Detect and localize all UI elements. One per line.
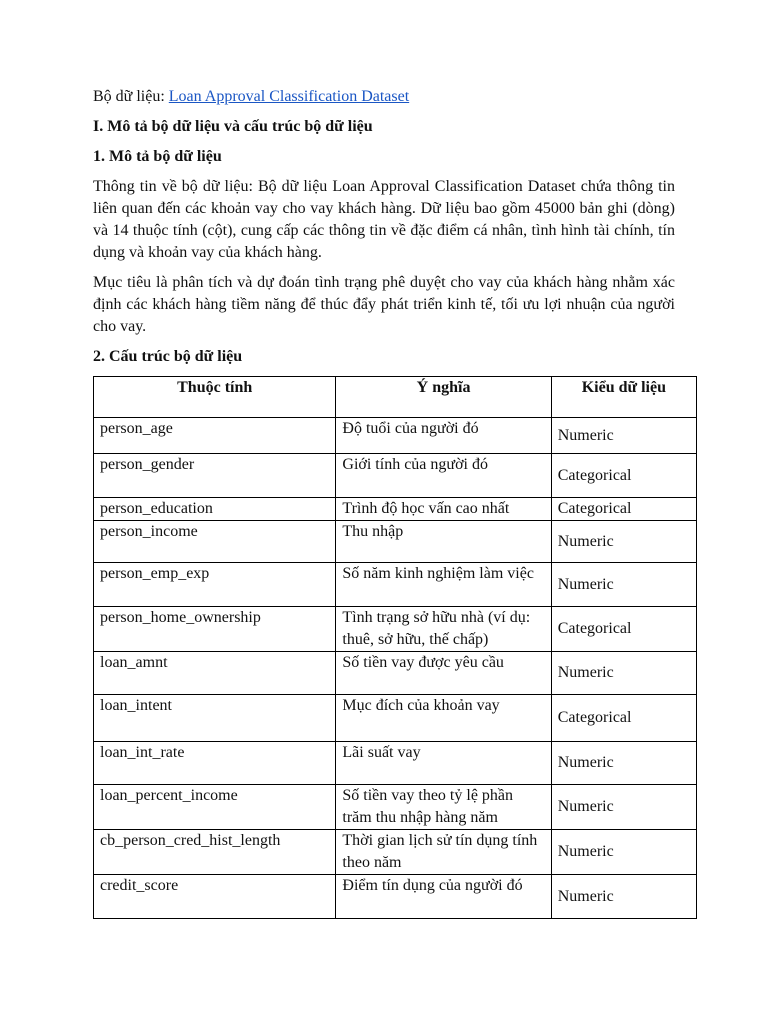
dataset-line bbox=[93, 86, 675, 108]
cell-attribute: credit_score bbox=[94, 875, 336, 919]
cell-type: Categorical bbox=[551, 498, 696, 521]
cell-meaning: Thời gian lịch sử tín dụng tính theo năm bbox=[336, 830, 551, 875]
table-row bbox=[94, 498, 697, 521]
dataset-prefix: Bộ dữ liệu: bbox=[93, 88, 169, 105]
table-row bbox=[94, 875, 697, 919]
table-row bbox=[94, 418, 697, 454]
section-heading-3: 2. Cấu trúc bộ dữ liệu bbox=[93, 348, 243, 365]
cell-meaning: Mục đích của khoản vay bbox=[336, 695, 551, 742]
cell-meaning: Tình trạng sở hữu nhà (ví dụ: thuê, sở hữu, thế chấp) bbox=[336, 607, 551, 652]
dataset-structure-table bbox=[93, 376, 697, 919]
table-row bbox=[94, 454, 697, 498]
cell-type: Numeric bbox=[551, 830, 696, 875]
cell-meaning: Giới tính của người đó bbox=[336, 454, 551, 498]
table-row bbox=[94, 830, 697, 875]
section-heading-1: I. Mô tả bộ dữ liệu và cấu trúc bộ dữ liệu bbox=[93, 118, 373, 135]
cell-meaning: Điểm tín dụng của người đó bbox=[336, 875, 551, 919]
cell-type: Categorical bbox=[551, 695, 696, 742]
cell-attribute: person_income bbox=[94, 521, 336, 563]
header-type: Kiểu dữ liệu bbox=[551, 377, 696, 418]
table-row bbox=[94, 563, 697, 607]
cell-type: Numeric bbox=[551, 521, 696, 563]
cell-attribute: person_education bbox=[94, 498, 336, 521]
cell-meaning: Số tiền vay theo tỷ lệ phần trăm thu nhập hàng năm bbox=[336, 785, 551, 830]
cell-meaning: Lãi suất vay bbox=[336, 742, 551, 785]
cell-type: Categorical bbox=[551, 607, 696, 652]
cell-meaning: Số tiền vay được yêu cầu bbox=[336, 652, 551, 695]
cell-type: Numeric bbox=[551, 742, 696, 785]
table-header-row bbox=[94, 377, 697, 418]
cell-type: Numeric bbox=[551, 875, 696, 919]
document-page bbox=[93, 86, 675, 919]
cell-meaning: Độ tuổi của người đó bbox=[336, 418, 551, 454]
cell-attribute: loan_percent_income bbox=[94, 785, 336, 830]
table-row bbox=[94, 695, 697, 742]
cell-meaning: Thu nhập bbox=[336, 521, 551, 563]
cell-type: Numeric bbox=[551, 785, 696, 830]
dataset-link[interactable]: Loan Approval Classification Dataset bbox=[168, 88, 410, 105]
cell-attribute: person_age bbox=[94, 418, 336, 454]
cell-attribute: loan_int_rate bbox=[94, 742, 336, 785]
header-meaning: Ý nghĩa bbox=[336, 377, 551, 418]
table-row bbox=[94, 785, 697, 830]
cell-meaning: Trình độ học vấn cao nhất bbox=[336, 498, 551, 521]
cell-attribute: cb_person_cred_hist_length bbox=[94, 830, 336, 875]
table-row bbox=[94, 607, 697, 652]
cell-meaning: Số năm kinh nghiệm làm việc bbox=[336, 563, 551, 607]
cell-attribute: loan_intent bbox=[94, 695, 336, 742]
paragraph-objective: Mục tiêu là phân tích và dự đoán tình trạng phê duyệt cho vay của khách hàng nhằm xác định các khách hàng tiềm năng để thúc đẩy phát triển kinh tế, tối ưu lợi nhuận của người cho vay. bbox=[93, 274, 675, 335]
header-attribute: Thuộc tính bbox=[94, 377, 336, 418]
table-row bbox=[94, 652, 697, 695]
cell-type: Categorical bbox=[551, 454, 696, 498]
cell-type: Numeric bbox=[551, 563, 696, 607]
section-heading-2: 1. Mô tả bộ dữ liệu bbox=[93, 148, 222, 165]
cell-attribute: person_gender bbox=[94, 454, 336, 498]
paragraph-description: Thông tin về bộ dữ liệu: Bộ dữ liệu Loan Approval Classification Dataset chứa thông tin liên quan đến các khoản vay cho vay khách hàng. Dữ liệu bao gồm 45000 bản ghi (dòng) và 14 thuộc tính (cột), cung cấp các thông tin về đặc điểm cá nhân, tình hình tài chính, tín dụng và khoản vay của khách hàng. bbox=[93, 178, 675, 261]
cell-attribute: loan_amnt bbox=[94, 652, 336, 695]
cell-type: Numeric bbox=[551, 652, 696, 695]
table-row bbox=[94, 521, 697, 563]
cell-type: Numeric bbox=[551, 418, 696, 454]
cell-attribute: person_home_ownership bbox=[94, 607, 336, 652]
cell-attribute: person_emp_exp bbox=[94, 563, 336, 607]
table-row bbox=[94, 742, 697, 785]
